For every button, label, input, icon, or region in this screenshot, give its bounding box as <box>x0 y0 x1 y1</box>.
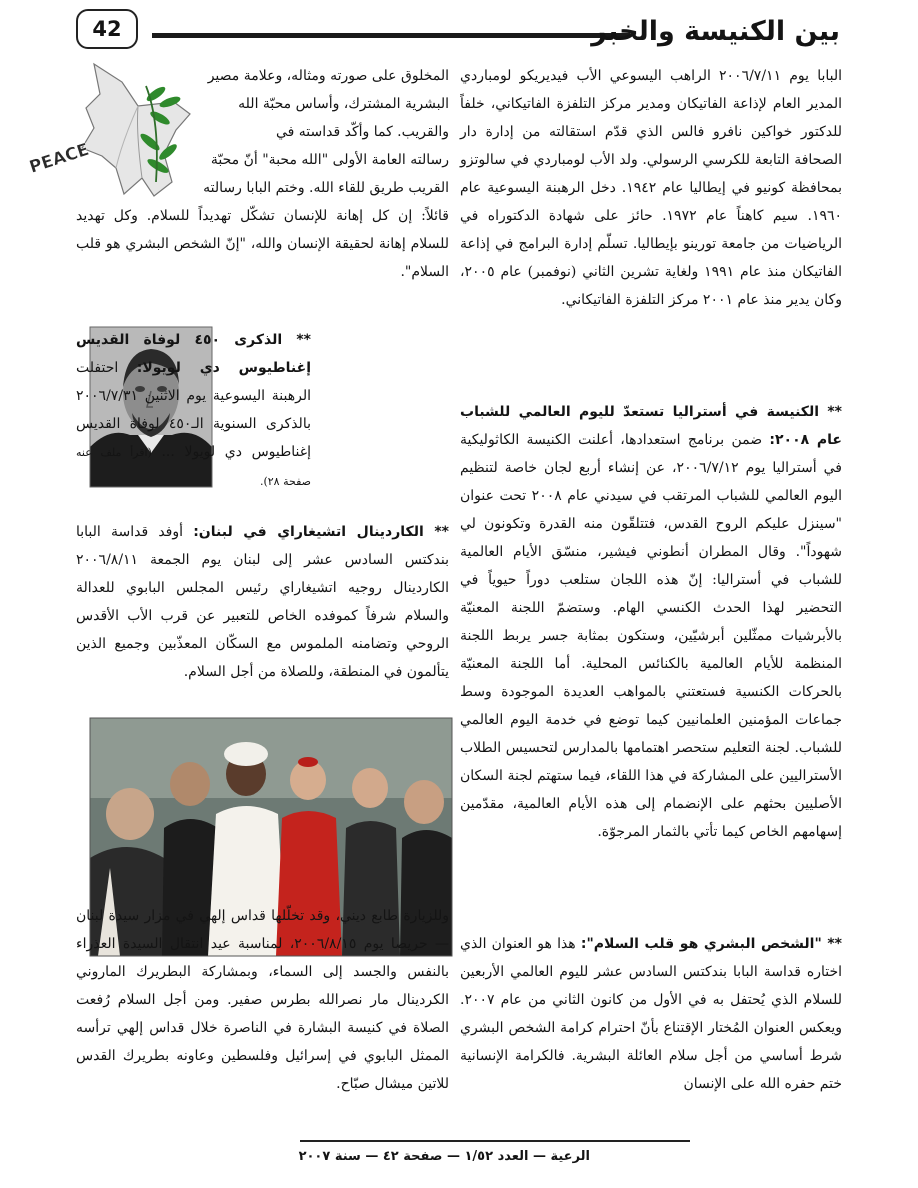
article-peace-day <box>460 930 842 1098</box>
peace-dove-image <box>27 62 194 202</box>
peace-day-continuation: قائلاً: إن كل إهانة للإنسان تشكّل تهديداً للسلام. وكل تهديد للسلام إهانة لحقيقة الإنسان والله، "إنّ الشخص البشري هو قلب السلام". <box>76 208 449 280</box>
section-title: بين الكنيسة والخبر <box>591 16 840 47</box>
article-ignatius-body: احتفلت الرهبنة اليسوعية يوم الاثنين ٢٠٠٦/٧/٣١ بالذكرى السنوية الـ٤٥٠ لوفاة القديس إغناطيوس دي لويولا ... <box>76 360 311 460</box>
article-ignatius-note: (اقرأ ملف عنه صفحة ٢٨). <box>76 446 311 488</box>
article-etchegaray <box>76 518 449 686</box>
header-rule <box>152 33 630 38</box>
article-australia-heading: ** الكنيسة في أستراليا تستعدّ لليوم العالمي للشباب عام ٢٠٠٨: <box>460 404 842 448</box>
article-australia-body: ضمن برنامج استعدادها، أعلنت الكنيسة الكاثوليكية في أستراليا يوم ٢٠٠٦/٧/١٢، عن إنشاء أربع لجان خاصة لتنظيم اليوم العالمي للشباب المرتقب في سيدني عام ٢٠٠٨ تحت عنوان "سينزل عليكم الروح القدس، فتتلقّون منه القدرة وتكونون لي شهوداً". وقال المطران أنطوني فيشير، منسّق الأيام العالمية للشباب في أستراليا: إنّ هذه اللجان ستلعب دوراً حيوياً في التحضير لهذا الحدث الكنسي الهام. وستضمّ اللجنة المعنيّة بالأبرشيات ممثّلين أبرشيّين، وستكون بمثابة جسر يربط اللجنة المنظمة للأيام العالمية بالكنائس المحلية. أما اللجنة المعنيّة بالحركات الكنسية فستعتني بالمواهب العديدة الموجودة وسط جماعات المؤمنين العلمانيين كيما توضع في خدمة اليوم العالمي للشباب. لجنة التعليم ستحصر اهتمامها بالمدارس لتحسيس الطلاب الأستراليين على المشاركة في هذا اللقاء، فيما ستهتم لجنة السكان الأصليين بحثهم على الإنضمام إلى هذه الأيام العالمية، مقدّمين إسهامهم الخاص كيما تأتي بالثمار المرجوّة. <box>460 432 843 840</box>
continuation-line-1: المخلوق على صورته ومثاله، وعلامة مصير <box>207 68 449 84</box>
footer-issue-line: الرعية — العدد ١/٥٢ — صفحة ٤٢ — سنة ٢٠٠٧ <box>298 1149 590 1164</box>
article-etchegaray-closing: وللزيارة طابع ديني، وقد تخلّلها قداس إلهي في مزار سيدة لبنان — حريصا يوم ٢٠٠٦/٨/١٥، لمناسبة عيد انتقال السيدة العذراء بالنفس والجسد إلى السماء، وبمشاركة البطريرك الماروني الكردينال مار نصرالله بطرس صفير. ومن أجل السلام رُفعت الصلاة في كنيسة البشارة في الناصرة خلال قداس إلهي ترأسه الممثل البابوي في إسرائيل وفلسطين وعاونه بطريرك القدس للاتين ميشال صبّاح. <box>76 908 449 1092</box>
article-etchegaray-heading: ** الكاردينال اتشيغاراي في لبنان: <box>193 524 449 540</box>
article-australia <box>460 398 842 846</box>
footer-rule <box>300 1140 690 1142</box>
article-etchegaray-body: أوفد قداسة البابا بندكتس السادس عشر إلى لبنان يوم الجمعة ٢٠٠٦/٨/١١ الكاردينال روجيه اتشيغاراي رئيس المجلس البابوي للعدالة والسلام شرفاً كموفده الخاص للتعبير عن قرب الأب الأقدس الروحي وتضامنه الملموس مع السكّان المعذّبين وجميع الذين يتألمون في المنطقة، وللصلاة من أجل السلام. <box>76 524 449 680</box>
continuation-line-3: والقريب. كما وأكّد قداسته في <box>275 124 449 140</box>
peace-label: PEACE <box>27 139 92 178</box>
peace-day-continuation-wrapped <box>193 62 449 202</box>
article-ignatius-heading: ** الذكرى ٤٥٠ لوفاة القديس إغناطيوس دي لويولا: <box>76 332 312 376</box>
continuation-line-5: القريب طريق للقاء الله. وختم البابا رسالته <box>203 180 449 196</box>
continuation-line-2: البشرية المشترك، وأساس محبّة الله <box>238 96 449 112</box>
article-peace-day-heading: ** "الشخص البشري هو قلب السلام": <box>580 936 842 952</box>
article-ignatius <box>76 326 311 496</box>
article-lombardi-text: البابا يوم ٢٠٠٦/٧/١١ الراهب اليسوعي الأب فيديريكو لومباردي المدير العام لإذاعة الفاتيكان ومدير مركز التلفزة الفاتيكاني، خلفاً للدكتور خواكين نافرو فالس الذي قدّم استقالته من إدارة دار الصحافة التابعة للكرسي الرسولي. ولد الأب لومباردي في سالوتزو بمحافظة كونيو في إيطاليا عام ١٩٤٢. دخل الرهبنة اليسوعية عام ١٩٦٠. سيم كاهناً عام ١٩٧٢. حائز على شهادة الدكتوراه في الرياضيات من جامعة تورينو بإيطاليا. تسلّم إدارة البرامج في إذاعة الفاتيكان منذ عام ١٩٩١ ولغاية تشرين الثاني (نوفمبر) عام ٢٠٠٥، وكان يدير منذ عام ٢٠٠١ مركز التلفزة الفاتيكاني. <box>460 68 843 308</box>
continuation-line-4: رسالته العامة الأولى "الله محبة" أنّ محبّة <box>210 152 449 168</box>
article-peace-day-body: هذا هو العنوان الذي اختاره قداسة البابا بندكتس السادس عشر لليوم العالمي الأربعين للسلام الذي يُحتفل به في الأول من كانون الثاني من عام ٢٠٠٧. ويعكس العنوان المُختار الإقتناع بأنّ احترام كرامة الشخص البشري شرط أساسي من أجل سلام العائلة البشرية. فالكرامة الإنسانية ختم حفره الله على الإنسان <box>460 936 842 1092</box>
page-number: 42 <box>92 17 122 41</box>
page-number-box <box>76 9 138 49</box>
